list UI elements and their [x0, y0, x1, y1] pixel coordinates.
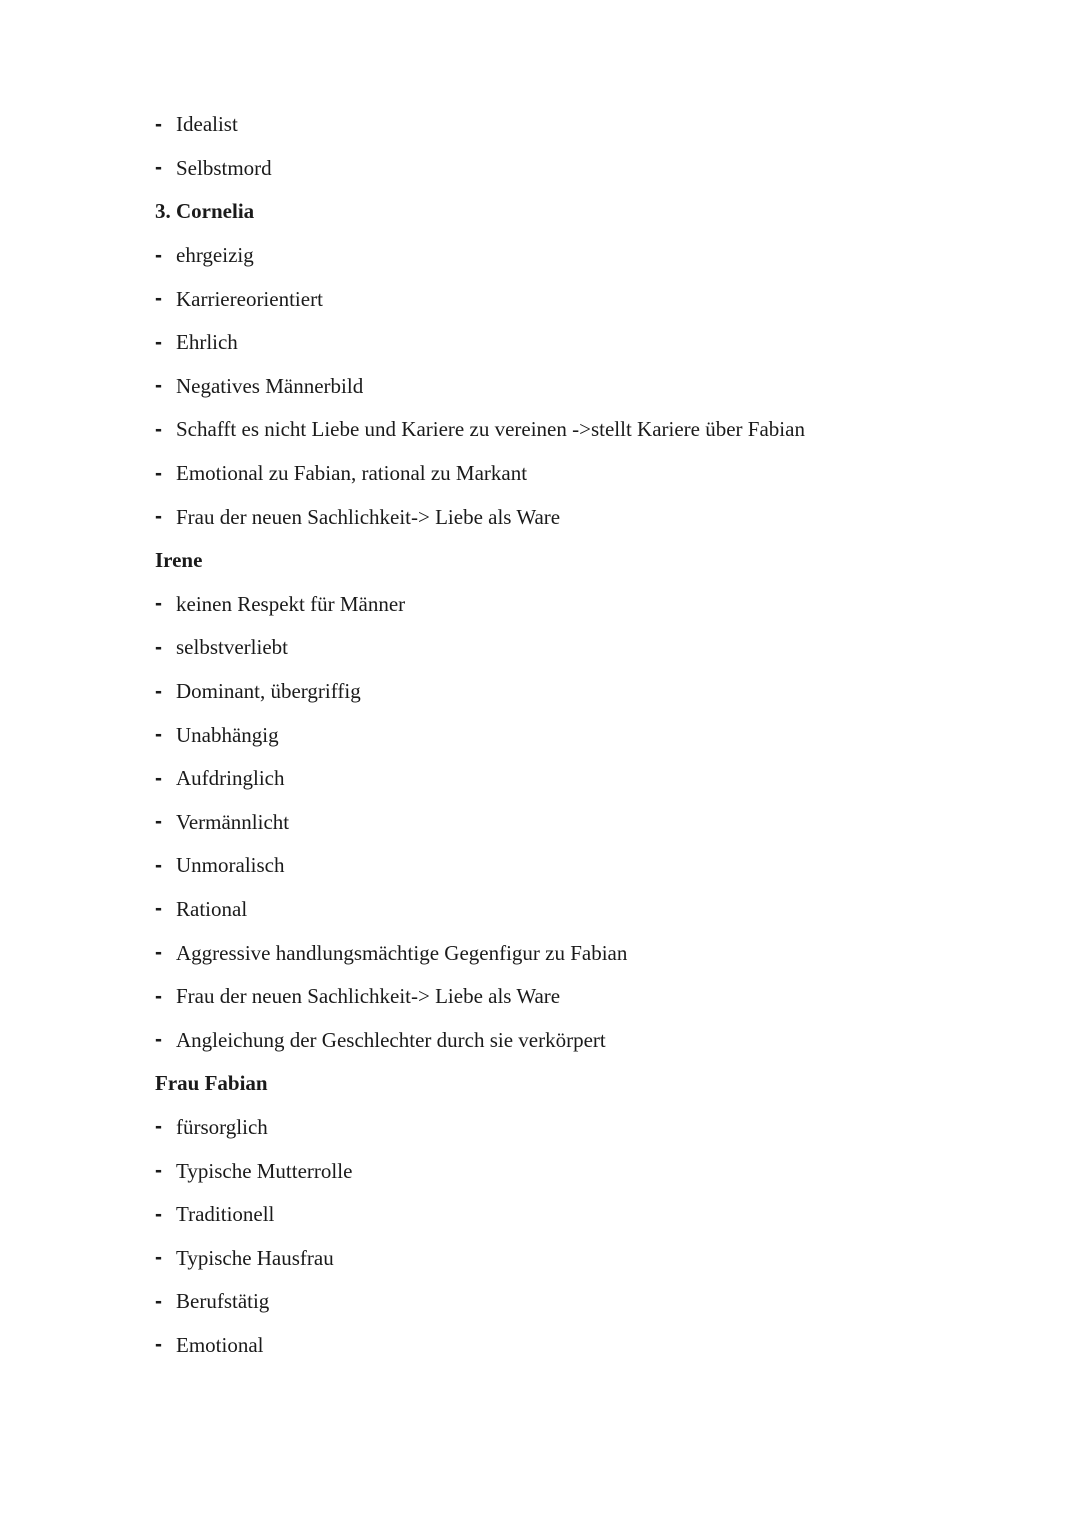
bullet-dash: - [155, 853, 162, 877]
list-item-text: Karriereorientiert [176, 286, 323, 311]
list-item [155, 277, 1015, 321]
list-item-text: Berufstätig [176, 1289, 270, 1314]
section-heading-text: 3. Cornelia [155, 199, 255, 224]
list-item [155, 583, 1015, 627]
bullet-dash: - [155, 1289, 162, 1313]
list-item [155, 1106, 1015, 1150]
bullet-dash: - [155, 635, 162, 659]
list-item [155, 713, 1015, 757]
bullet-dash: - [155, 417, 162, 441]
list-item-text: Ehrlich [176, 330, 238, 355]
list-item [155, 408, 1015, 452]
list-item [155, 1149, 1015, 1193]
list-item-text: Selbstmord [176, 155, 272, 180]
list-item-text: Rational [176, 896, 248, 921]
list-item [155, 757, 1015, 801]
list-item [155, 1280, 1015, 1324]
document-page [155, 103, 1015, 1367]
list-item [155, 1324, 1015, 1368]
section-heading [155, 1062, 1015, 1106]
bullet-dash: - [155, 374, 162, 398]
list-item [155, 1236, 1015, 1280]
list-item [155, 147, 1015, 191]
bullet-dash: - [155, 330, 162, 354]
list-item-text: Unmoralisch [176, 853, 285, 878]
list-item [155, 670, 1015, 714]
list-item [155, 452, 1015, 496]
list-item-text: Angleichung der Geschlechter durch sie verkörpert [176, 1027, 606, 1052]
list-item-text: Traditionell [176, 1202, 275, 1227]
bullet-dash: - [155, 505, 162, 529]
section-heading-text: Frau Fabian [155, 1071, 268, 1096]
bullet-dash: - [155, 1159, 162, 1183]
list-item [155, 1193, 1015, 1237]
bullet-dash: - [155, 723, 162, 747]
section-heading [155, 190, 1015, 234]
list-item-text: Dominant, übergriffig [176, 679, 361, 704]
list-item [155, 234, 1015, 278]
bullet-dash: - [155, 897, 162, 921]
bullet-dash: - [155, 461, 162, 485]
bullet-dash: - [155, 1333, 162, 1357]
bullet-dash: - [155, 1115, 162, 1139]
list-item-text: keinen Respekt für Männer [176, 591, 406, 616]
list-item-text: Typische Hausfrau [176, 1245, 334, 1270]
list-item-text: ehrgeizig [176, 243, 254, 268]
list-item [155, 931, 1015, 975]
bullet-dash: - [155, 243, 162, 267]
bullet-dash: - [155, 156, 162, 180]
bullet-dash: - [155, 941, 162, 965]
list-item-text: fürsorglich [176, 1114, 268, 1139]
list-item [155, 1018, 1015, 1062]
list-item [155, 103, 1015, 147]
bullet-dash: - [155, 1202, 162, 1226]
bullet-dash: - [155, 287, 162, 311]
section-heading-text: Irene [155, 548, 203, 573]
list-item [155, 801, 1015, 845]
list-item [155, 321, 1015, 365]
list-item-text: Emotional zu Fabian, rational zu Markant [176, 461, 528, 486]
bullet-dash: - [155, 984, 162, 1008]
list-item [155, 365, 1015, 409]
list-item-text: Schafft es nicht Liebe und Kariere zu vereinen ->stellt Kariere über Fabian [176, 417, 805, 442]
list-item-text: Typische Mutterrolle [176, 1158, 353, 1183]
bullet-dash: - [155, 112, 162, 136]
list-item-text: Aggressive handlungsmächtige Gegenfigur zu Fabian [176, 940, 628, 965]
list-item-text: selbstverliebt [176, 635, 288, 660]
list-item-text: Idealist [176, 112, 238, 137]
list-item-text: Unabhängig [176, 722, 279, 747]
list-item-text: Aufdringlich [176, 766, 285, 791]
bullet-dash: - [155, 1028, 162, 1052]
bullet-dash: - [155, 766, 162, 790]
list-item [155, 888, 1015, 932]
list-item [155, 975, 1015, 1019]
bullet-dash: - [155, 592, 162, 616]
list-item-text: Emotional [176, 1332, 264, 1357]
list-item [155, 626, 1015, 670]
list-item [155, 844, 1015, 888]
bullet-dash: - [155, 679, 162, 703]
list-item-text: Vermännlicht [176, 809, 290, 834]
list-item-text: Frau der neuen Sachlichkeit-> Liebe als Ware [176, 504, 561, 529]
bullet-dash: - [155, 810, 162, 834]
list-item-text: Frau der neuen Sachlichkeit-> Liebe als Ware [176, 984, 561, 1009]
list-item-text: Negatives Männerbild [176, 373, 364, 398]
list-item [155, 495, 1015, 539]
section-heading [155, 539, 1015, 583]
bullet-dash: - [155, 1246, 162, 1270]
